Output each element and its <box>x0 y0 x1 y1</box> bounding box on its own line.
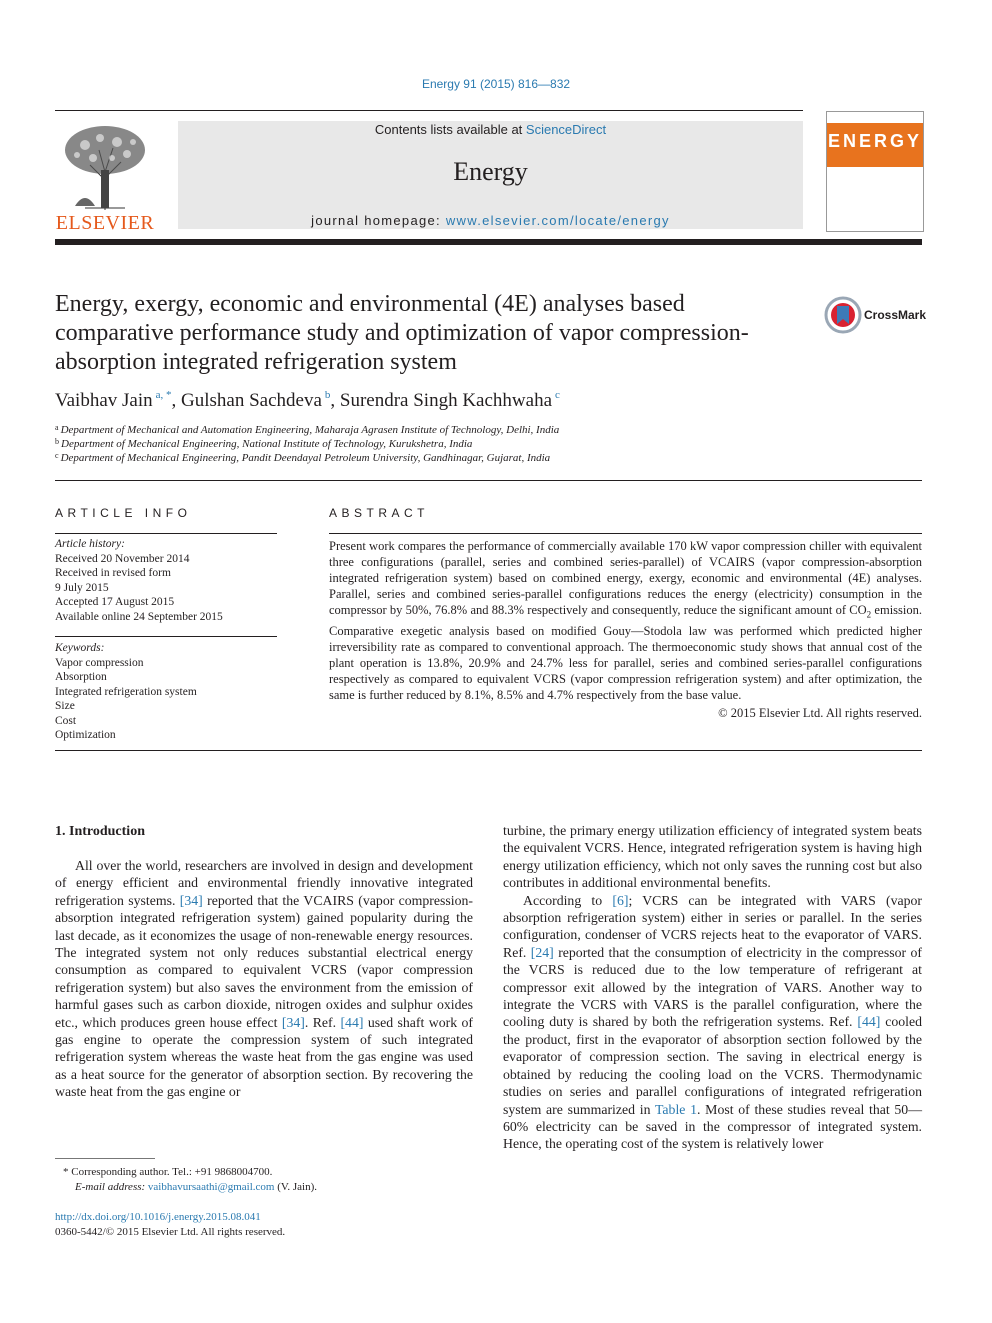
abstract-body <box>329 538 922 721</box>
history-label: Article history: <box>55 538 125 550</box>
homepage-prefix: journal homepage: <box>311 213 446 228</box>
journal-cover-thumbnail[interactable] <box>826 111 924 232</box>
affiliation-text: Department of Mechanical and Automation Engineering, Maharaja Agrasen Institute of Technology, Delhi, India <box>60 424 560 436</box>
history-item: Accepted 17 August 2015 <box>55 596 175 608</box>
keywords <box>55 641 277 743</box>
paragraph <box>55 857 473 1101</box>
history-item: Received 20 November 2014 <box>55 552 190 565</box>
email-label: E-mail address: <box>75 1181 148 1193</box>
homepage-line <box>178 213 803 228</box>
affiliation-text: Department of Mechanical Engineering, National Institute of Technology, Kurukshetra, India <box>61 438 473 450</box>
tree-icon <box>55 120 155 212</box>
text-run: According to <box>523 892 613 908</box>
journal-citation[interactable]: Energy 91 (2015) 816—832 <box>421 77 571 91</box>
footnote-rule <box>55 1158 155 1159</box>
reference-link[interactable]: [44] <box>340 1014 364 1030</box>
author-name[interactable]: Gulshan Sachdeva <box>181 390 322 411</box>
abstract-heading: ABSTRACT <box>329 506 430 520</box>
contents-prefix: Contents lists available at <box>374 122 526 137</box>
keyword: Cost <box>55 714 77 727</box>
affiliation-mark: b <box>55 437 59 446</box>
email-note <box>75 1180 317 1195</box>
journal-name: Energy <box>453 157 528 186</box>
author-affil-mark[interactable]: a, * <box>155 389 172 401</box>
issn-line: 0360-5442/© 2015 Elsevier Ltd. All rights reserved. <box>55 1226 286 1238</box>
header-thick-rule <box>55 239 922 245</box>
text-run: ; VCRS can be integrated with VARS (vapor absorption refrigeration system) either in series or parallel. In the series configuration, condenser of VCRS rejects heat to the evaporator of VARS. Ref. <box>503 892 922 960</box>
affiliation <box>55 437 472 450</box>
reference-link[interactable]: [34] <box>281 1014 305 1030</box>
keyword: Size <box>55 700 75 712</box>
abstract-copyright: © 2015 Elsevier Ltd. All rights reserved. <box>718 705 922 720</box>
crossmark-icon <box>824 296 862 334</box>
article-info-heading: ARTICLE INFO <box>55 506 192 520</box>
subscript: 2 <box>866 609 872 620</box>
abstract-text: Present work compares the performance of commercially available 170 kW vapor compression chiller with equivalent three configurations (parallel, series and combined series-parallel) of VCAIRS (vapor compression-absorption integrated refrigeration system) based on combined energy, exergy, economic and environmental (4E) analyses. Parallel, series and combined series-parallel configurations reduces the energy (electricity) consumption in the compressor by 50%, 76.8% and 88.3% respectively and consequently, reduce the significant amount of CO <box>329 539 922 617</box>
section-rule <box>55 480 922 481</box>
doi-link[interactable]: http://dx.doi.org/10.1016/j.energy.2015.08.041 <box>55 1211 261 1223</box>
author-separator: , <box>171 390 182 411</box>
author-affil-mark[interactable]: b <box>324 389 331 401</box>
text-run: used shaft work of gas engine to operate the compression system of such integrated refrigeration system whereas the waste heat from the gas engine was used as a heat source for the generator of absorption section. By recovering the waste heat from the gas engine or <box>55 1014 473 1100</box>
keywords-label: Keywords: <box>55 642 105 654</box>
journal-banner <box>178 121 803 229</box>
affiliation-text: Department of Mechanical Engineering, Pandit Deendayal Petroleum University, Gandhinagar, Gujarat, India <box>60 452 551 464</box>
email-suffix: (V. Jain). <box>274 1181 318 1193</box>
history-item: Received in revised form <box>55 567 171 579</box>
publisher-wordmark: ELSEVIER <box>55 212 155 234</box>
paragraph <box>503 892 922 1153</box>
paragraph: turbine, the primary energy utilization efficiency of integrated system beats the equivalent VCRS. Hence, integrated refrigeration system is having high energy utilization efficiency, which not only saves the running cost but also contributes in additional environmental benefits. <box>503 823 922 891</box>
text-run: reported that the consumption of electricity in the compressor of the VCRS is reduced due to the low temperature of refrigerant at compressor exit allowed by the integration of VARS. Another way to integrate the VCRS with VARS is the parallel configuration, where the cooling duty is shared by both the refrigeration systems. Ref. <box>503 944 922 1030</box>
abstract-rule <box>329 533 922 534</box>
affiliation <box>55 451 550 464</box>
right-column <box>503 822 922 1153</box>
keyword: Absorption <box>55 671 107 683</box>
reference-link[interactable]: [34] <box>179 892 203 908</box>
text-run: . Ref. <box>304 1014 341 1030</box>
corresponding-author-note: * Corresponding author. Tel.: +91 9868004700. <box>63 1166 273 1178</box>
left-column <box>55 857 473 1101</box>
reference-link[interactable]: [6] <box>612 892 629 908</box>
reference-link[interactable]: [24] <box>530 944 554 960</box>
email-link[interactable]: vaibhavursaathi@gmail.com <box>147 1181 275 1193</box>
text-run: . Most of these studies reveal that 50—60% electricity can be saved in the compressor of integrated system. Hence, the operating cost of the system is relatively lower <box>503 1101 923 1152</box>
crossmark-label: CrossMark <box>864 308 927 322</box>
affiliation-mark: a <box>55 423 59 432</box>
keyword: Vapor compression <box>55 656 144 669</box>
keyword: Integrated refrigeration system <box>55 685 197 698</box>
article-history <box>55 537 277 624</box>
text-run: All over the world, researchers are involved in design and development of energy efficient and environmental friendly innovative integrated refrigeration systems. <box>55 858 473 908</box>
sciencedirect-link[interactable]: ScienceDirect <box>525 122 607 137</box>
article-title: Energy, exergy, economic and environmental (4E) analyses based comparative performance study and optimization of vapor compression-absorption integrated refrigeration system <box>55 291 749 375</box>
elsevier-logo[interactable] <box>55 120 155 232</box>
cover-title: ENERGY <box>827 131 923 151</box>
abstract-text: emission. Comparative exegetic analysis based on modified Gouy—Stodola law was performed which predicted higher irreversibility rate as compared to conventional approach. The thermoeconomic study shows that annual cost of the plant operation is 13.8%, 20.9% and 24.7% less for parallel, series and combined series-parallel configurations respectively as compared to equivalent VCRS (vapor compression refrigeration system) and after optimization, the same is further reduced by 8.1%, 8.5% and 4.7% respectively from the base value. <box>329 603 922 702</box>
contents-line <box>178 122 803 137</box>
author-affil-mark[interactable]: c <box>555 389 560 401</box>
affiliation <box>55 423 559 436</box>
history-item: Available online 24 September 2015 <box>55 610 223 623</box>
keyword: Optimization <box>55 729 116 741</box>
text-run: reported that the VCAIRS (vapor compression-absorption integrated refrigeration system) gained popularity during the last decade, as it economizes the usage of non-renewable energy resources. The integrated system not only reduces substantial electrical energy consumption as compared to equivalent VCRS (vapor compression refrigeration system) but also saves the environment from the emission of harmful gases such as carbon dioxide, nitrogen oxides and sulphur oxides etc., which produces green house effect <box>55 892 473 1030</box>
crossmark-badge[interactable] <box>824 296 927 336</box>
intro-heading: 1. Introduction <box>55 824 145 839</box>
affiliation-mark: c <box>55 451 59 460</box>
info-rule <box>55 636 277 637</box>
text-run: cooled the product, first in the evaporator of absorption section followed by the evaporator of compression section. The saving in electrical energy is obtained by reducing the cooling load on the VCRS. Thermodynamic studies on series and parallel configurations of integrated refrigeration system are summarized in <box>503 1014 922 1117</box>
reference-link[interactable]: [44] <box>857 1014 881 1030</box>
author-separator: , <box>330 390 340 411</box>
author-name[interactable]: Surendra Singh Kachhwaha <box>339 390 553 411</box>
author-name[interactable]: Vaibhav Jain <box>55 390 153 411</box>
homepage-link[interactable]: www.elsevier.com/locate/energy <box>445 213 670 228</box>
info-rule <box>55 533 277 534</box>
section-rule <box>55 750 922 751</box>
history-item: 9 July 2015 <box>55 581 109 594</box>
header-rule <box>55 110 803 111</box>
table-link[interactable]: Table 1 <box>654 1101 698 1117</box>
author-list <box>55 389 560 412</box>
